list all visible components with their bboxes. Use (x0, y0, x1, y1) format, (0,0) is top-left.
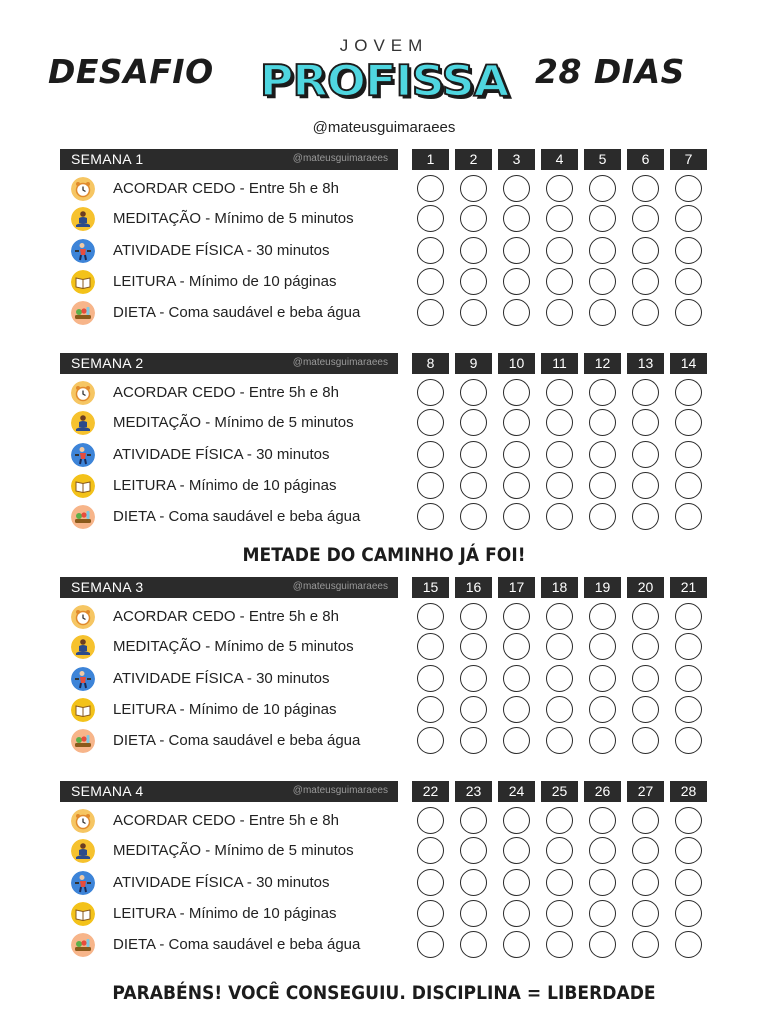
checkbox-circle[interactable] (417, 299, 444, 326)
checkbox-circle[interactable] (503, 869, 530, 896)
checkbox-circle[interactable] (546, 603, 573, 630)
checkbox-circle[interactable] (675, 205, 702, 232)
checkbox-circle[interactable] (546, 175, 573, 202)
checkbox-circle[interactable] (417, 931, 444, 958)
checkbox-circle[interactable] (460, 931, 487, 958)
habit-row (60, 837, 710, 865)
checkbox-circle[interactable] (546, 900, 573, 927)
checkbox-circle[interactable] (417, 503, 444, 530)
day-number: 15 (412, 577, 449, 598)
checkbox-circle[interactable] (675, 633, 702, 660)
checkbox-circle[interactable] (417, 900, 444, 927)
checkbox-circle[interactable] (675, 441, 702, 468)
day-number: 24 (498, 781, 535, 802)
day-number: 16 (455, 577, 492, 598)
day-number: 4 (541, 149, 578, 170)
checkbox-circle[interactable] (460, 472, 487, 499)
checkbox-circle[interactable] (503, 503, 530, 530)
habit-row (60, 931, 710, 959)
checkbox-circle[interactable] (546, 268, 573, 295)
checkbox-circle[interactable] (589, 268, 616, 295)
habit-label: LEITURA - Mínimo de 10 páginas (113, 905, 337, 922)
habit-label: DIETA - Coma saudável e beba água (113, 936, 361, 953)
day-number: 20 (627, 577, 664, 598)
checkbox-circle[interactable] (417, 379, 444, 406)
day-number: 27 (627, 781, 664, 802)
week-handle: @mateusguimaraees (292, 581, 388, 592)
habit-label: MEDITAÇÃO - Mínimo de 5 minutos (113, 414, 354, 431)
day-number: 13 (627, 353, 664, 374)
habit-row (60, 727, 710, 755)
day-number: 7 (670, 149, 707, 170)
checkbox-circle[interactable] (417, 472, 444, 499)
checkbox-circle[interactable] (632, 900, 659, 927)
week-title: SEMANA 1 (71, 151, 144, 167)
day-number: 25 (541, 781, 578, 802)
habit-label: ATIVIDADE FÍSICA - 30 minutos (113, 670, 330, 687)
healthy-food-icon (71, 505, 95, 529)
checkbox-circle[interactable] (417, 807, 444, 834)
checkbox-circle[interactable] (417, 205, 444, 232)
checkbox-circle[interactable] (675, 931, 702, 958)
day-number: 5 (584, 149, 621, 170)
checkbox-circle[interactable] (546, 727, 573, 754)
day-number: 6 (627, 149, 664, 170)
habit-label: ACORDAR CEDO - Entre 5h e 8h (113, 180, 339, 197)
habit-row (60, 441, 710, 469)
alarm-clock-icon (71, 381, 95, 405)
checkbox-circle[interactable] (546, 837, 573, 864)
checkbox-circle[interactable] (503, 665, 530, 692)
checkbox-circle[interactable] (589, 633, 616, 660)
checkbox-circle[interactable] (546, 633, 573, 660)
logo (0, 54, 768, 108)
checkbox-circle[interactable] (675, 603, 702, 630)
checkbox-circle[interactable] (503, 900, 530, 927)
habit-row (60, 869, 710, 897)
habit-row (60, 299, 710, 327)
healthy-food-icon (71, 933, 95, 957)
checkbox-circle[interactable] (589, 409, 616, 436)
habit-label: MEDITAÇÃO - Mínimo de 5 minutos (113, 210, 354, 227)
week-handle: @mateusguimaraees (292, 785, 388, 796)
checkbox-circle[interactable] (503, 379, 530, 406)
checkbox-circle[interactable] (503, 696, 530, 723)
checkbox-circle[interactable] (503, 205, 530, 232)
checkbox-circle[interactable] (675, 268, 702, 295)
habit-row (60, 409, 710, 437)
checkbox-circle[interactable] (417, 696, 444, 723)
alarm-clock-icon (71, 809, 95, 833)
checkbox-circle[interactable] (675, 299, 702, 326)
checkbox-circle[interactable] (632, 633, 659, 660)
checkbox-circle[interactable] (460, 603, 487, 630)
checkbox-circle[interactable] (589, 869, 616, 896)
checkbox-circle[interactable] (546, 696, 573, 723)
checkbox-circle[interactable] (503, 441, 530, 468)
habit-row (60, 807, 710, 835)
habit-row (60, 268, 710, 296)
checkbox-circle[interactable] (589, 299, 616, 326)
checkbox-circle[interactable] (589, 603, 616, 630)
day-number: 22 (412, 781, 449, 802)
checkbox-circle[interactable] (546, 409, 573, 436)
checkbox-circle[interactable] (546, 237, 573, 264)
checkbox-circle[interactable] (460, 409, 487, 436)
checkbox-circle[interactable] (503, 603, 530, 630)
checkbox-circle[interactable] (632, 665, 659, 692)
checkbox-circle[interactable] (632, 603, 659, 630)
habit-row (60, 503, 710, 531)
habit-row (60, 472, 710, 500)
week-title-bar (60, 781, 398, 802)
week-title-bar (60, 577, 398, 598)
checkbox-circle[interactable] (675, 900, 702, 927)
checkbox-circle[interactable] (417, 633, 444, 660)
day-number: 12 (584, 353, 621, 374)
day-number: 14 (670, 353, 707, 374)
checkbox-circle[interactable] (417, 727, 444, 754)
checkbox-circle[interactable] (675, 379, 702, 406)
checkbox-circle[interactable] (460, 175, 487, 202)
checkbox-circle[interactable] (589, 807, 616, 834)
book-icon (71, 902, 95, 926)
checkbox-circle[interactable] (546, 503, 573, 530)
meditation-icon (71, 839, 95, 863)
habit-label: ACORDAR CEDO - Entre 5h e 8h (113, 384, 339, 401)
checkbox-circle[interactable] (503, 175, 530, 202)
exercise-icon (71, 443, 95, 467)
checkbox-circle[interactable] (675, 503, 702, 530)
checkbox-circle[interactable] (675, 409, 702, 436)
checkbox-circle[interactable] (632, 379, 659, 406)
checkbox-circle[interactable] (589, 237, 616, 264)
checkbox-circle[interactable] (503, 837, 530, 864)
checkbox-circle[interactable] (589, 379, 616, 406)
day-number: 9 (455, 353, 492, 374)
habit-row (60, 379, 710, 407)
healthy-food-icon (71, 301, 95, 325)
checkbox-circle[interactable] (417, 603, 444, 630)
day-number: 2 (455, 149, 492, 170)
day-number: 17 (498, 577, 535, 598)
checkbox-circle[interactable] (589, 696, 616, 723)
checkbox-circle[interactable] (632, 409, 659, 436)
checkbox-circle[interactable] (675, 869, 702, 896)
checkbox-circle[interactable] (417, 237, 444, 264)
checkbox-circle[interactable] (632, 268, 659, 295)
day-number: 11 (541, 353, 578, 374)
checkbox-circle[interactable] (589, 472, 616, 499)
checkbox-circle[interactable] (589, 900, 616, 927)
checkbox-circle[interactable] (632, 205, 659, 232)
habit-row (60, 603, 710, 631)
meditation-icon (71, 635, 95, 659)
checkbox-circle[interactable] (675, 807, 702, 834)
habit-row (60, 175, 710, 203)
book-icon (71, 474, 95, 498)
habit-row (60, 696, 710, 724)
habit-label: ATIVIDADE FÍSICA - 30 minutos (113, 242, 330, 259)
exercise-icon (71, 871, 95, 895)
week-title: SEMANA 3 (71, 579, 144, 595)
day-number: 3 (498, 149, 535, 170)
exercise-icon (71, 239, 95, 263)
habit-label: MEDITAÇÃO - Mínimo de 5 minutos (113, 638, 354, 655)
checkbox-circle[interactable] (417, 441, 444, 468)
day-number: 10 (498, 353, 535, 374)
checkbox-circle[interactable] (632, 503, 659, 530)
checkbox-circle[interactable] (632, 807, 659, 834)
checkbox-circle[interactable] (675, 472, 702, 499)
checkbox-circle[interactable] (460, 237, 487, 264)
habit-label: DIETA - Coma saudável e beba água (113, 732, 361, 749)
checkbox-circle[interactable] (460, 633, 487, 660)
checkbox-circle[interactable] (460, 727, 487, 754)
week-title: SEMANA 4 (71, 783, 144, 799)
checkbox-circle[interactable] (589, 665, 616, 692)
habit-row (60, 633, 710, 661)
header-left-title: DESAFIO (48, 52, 214, 91)
author-handle: @mateusguimaraees (312, 119, 456, 136)
checkbox-circle[interactable] (460, 379, 487, 406)
checkbox-circle[interactable] (417, 665, 444, 692)
habit-label: DIETA - Coma saudável e beba água (113, 304, 361, 321)
checkbox-circle[interactable] (503, 299, 530, 326)
checkbox-circle[interactable] (632, 175, 659, 202)
week-title: SEMANA 2 (71, 355, 144, 371)
book-icon (71, 270, 95, 294)
week-title-bar (60, 353, 398, 374)
checkbox-circle[interactable] (460, 205, 487, 232)
checkbox-circle[interactable] (589, 837, 616, 864)
checkbox-circle[interactable] (589, 441, 616, 468)
checkbox-circle[interactable] (417, 268, 444, 295)
checkbox-circle[interactable] (460, 441, 487, 468)
alarm-clock-icon (71, 605, 95, 629)
habit-row (60, 237, 710, 265)
checkbox-circle[interactable] (632, 727, 659, 754)
exercise-icon (71, 667, 95, 691)
checkbox-circle[interactable] (460, 807, 487, 834)
checkbox-circle[interactable] (460, 837, 487, 864)
book-icon (71, 698, 95, 722)
checkbox-circle[interactable] (546, 472, 573, 499)
checkbox-circle[interactable] (546, 205, 573, 232)
checkbox-circle[interactable] (675, 727, 702, 754)
day-number: 19 (584, 577, 621, 598)
day-number: 23 (455, 781, 492, 802)
habit-label: ATIVIDADE FÍSICA - 30 minutos (113, 446, 330, 463)
checkbox-circle[interactable] (417, 175, 444, 202)
checkbox-circle[interactable] (417, 869, 444, 896)
day-number: 18 (541, 577, 578, 598)
day-number: 28 (670, 781, 707, 802)
checkbox-circle[interactable] (503, 268, 530, 295)
checkbox-circle[interactable] (460, 900, 487, 927)
checkbox-circle[interactable] (546, 869, 573, 896)
alarm-clock-icon (71, 177, 95, 201)
checkbox-circle[interactable] (503, 931, 530, 958)
checkbox-circle[interactable] (589, 727, 616, 754)
meditation-icon (71, 411, 95, 435)
checkbox-circle[interactable] (503, 472, 530, 499)
checkbox-circle[interactable] (632, 696, 659, 723)
checkbox-circle[interactable] (503, 409, 530, 436)
week-title-bar (60, 149, 398, 170)
habit-label: DIETA - Coma saudável e beba água (113, 508, 361, 525)
checkbox-circle[interactable] (632, 299, 659, 326)
checkbox-circle[interactable] (675, 696, 702, 723)
checkbox-circle[interactable] (546, 299, 573, 326)
checkbox-circle[interactable] (417, 409, 444, 436)
checkbox-circle[interactable] (589, 503, 616, 530)
checkbox-circle[interactable] (589, 931, 616, 958)
footer-banner: PARABÉNS! VOCÊ CONSEGUIU. DISCIPLINA = LIBERDADE (112, 982, 656, 1004)
checkbox-circle[interactable] (460, 503, 487, 530)
logo-main-text: PROFISSA (259, 56, 509, 106)
day-number: 1 (412, 149, 449, 170)
checkbox-circle[interactable] (675, 175, 702, 202)
checkbox-circle[interactable] (546, 807, 573, 834)
checkbox-circle[interactable] (503, 237, 530, 264)
checkbox-circle[interactable] (417, 837, 444, 864)
checkbox-circle[interactable] (460, 268, 487, 295)
checkbox-circle[interactable] (546, 931, 573, 958)
week-handle: @mateusguimaraees (292, 153, 388, 164)
habit-label: ATIVIDADE FÍSICA - 30 minutos (113, 874, 330, 891)
header-right-title: 28 DIAS (535, 52, 685, 91)
meditation-icon (71, 207, 95, 231)
habit-label: LEITURA - Mínimo de 10 páginas (113, 701, 337, 718)
checkbox-circle[interactable] (632, 472, 659, 499)
habit-row (60, 665, 710, 693)
checkbox-circle[interactable] (460, 869, 487, 896)
checkbox-circle[interactable] (675, 665, 702, 692)
checkbox-circle[interactable] (546, 665, 573, 692)
checkbox-circle[interactable] (632, 441, 659, 468)
habit-row (60, 205, 710, 233)
checkbox-circle[interactable] (589, 205, 616, 232)
checkbox-circle[interactable] (460, 299, 487, 326)
checkbox-circle[interactable] (589, 175, 616, 202)
habit-row (60, 900, 710, 928)
checkbox-circle[interactable] (675, 237, 702, 264)
checkbox-circle[interactable] (632, 931, 659, 958)
checkbox-circle[interactable] (503, 633, 530, 660)
checkbox-circle[interactable] (632, 237, 659, 264)
day-number: 8 (412, 353, 449, 374)
healthy-food-icon (71, 729, 95, 753)
checkbox-circle[interactable] (632, 837, 659, 864)
day-number: 26 (584, 781, 621, 802)
checkbox-circle[interactable] (632, 869, 659, 896)
logo-top-text: JOVEM (339, 36, 429, 55)
habit-label: MEDITAÇÃO - Mínimo de 5 minutos (113, 842, 354, 859)
checkbox-circle[interactable] (503, 807, 530, 834)
habit-label: ACORDAR CEDO - Entre 5h e 8h (113, 608, 339, 625)
habit-label: LEITURA - Mínimo de 10 páginas (113, 273, 337, 290)
checkbox-circle[interactable] (460, 665, 487, 692)
checkbox-circle[interactable] (460, 696, 487, 723)
checkbox-circle[interactable] (675, 837, 702, 864)
habit-label: ACORDAR CEDO - Entre 5h e 8h (113, 812, 339, 829)
midway-banner: METADE DO CAMINHO JÁ FOI! (242, 544, 526, 566)
checkbox-circle[interactable] (503, 727, 530, 754)
habit-label: LEITURA - Mínimo de 10 páginas (113, 477, 337, 494)
checkbox-circle[interactable] (546, 441, 573, 468)
checkbox-circle[interactable] (546, 379, 573, 406)
week-handle: @mateusguimaraees (292, 357, 388, 368)
day-number: 21 (670, 577, 707, 598)
